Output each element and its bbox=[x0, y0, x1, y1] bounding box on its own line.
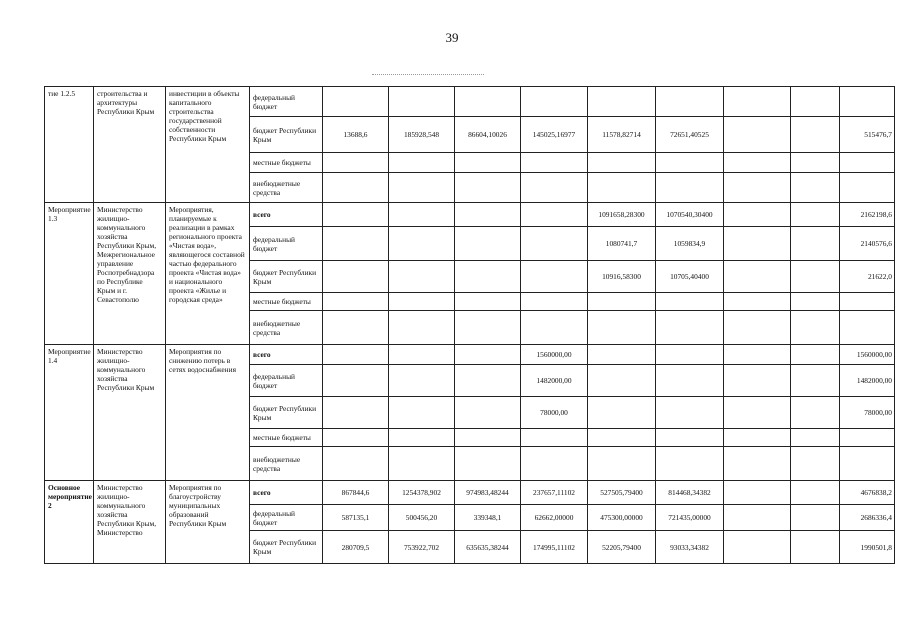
amount-cell bbox=[724, 293, 791, 311]
funding-source: внебюджетные средства bbox=[250, 173, 323, 203]
amount-cell bbox=[389, 227, 455, 261]
amount-cell bbox=[455, 173, 521, 203]
amount-cell bbox=[791, 447, 840, 481]
amount-cell: 52205,79400 bbox=[588, 531, 656, 564]
amount-cell bbox=[724, 117, 791, 153]
event-executor: Министерство жилищно-коммунального хозяйства Республики Крым, Министерство bbox=[94, 481, 166, 564]
total-cell: 2686336,4 bbox=[840, 505, 895, 531]
amount-cell bbox=[323, 365, 389, 397]
amount-cell bbox=[521, 227, 588, 261]
total-cell bbox=[840, 311, 895, 345]
amount-cell bbox=[389, 261, 455, 293]
amount-cell bbox=[521, 261, 588, 293]
amount-cell bbox=[588, 397, 656, 429]
amount-cell bbox=[455, 153, 521, 173]
amount-cell bbox=[389, 345, 455, 365]
amount-cell bbox=[791, 293, 840, 311]
total-cell bbox=[840, 447, 895, 481]
amount-cell bbox=[389, 173, 455, 203]
amount-cell bbox=[389, 397, 455, 429]
amount-cell bbox=[389, 447, 455, 481]
amount-cell bbox=[791, 173, 840, 203]
amount-cell bbox=[521, 293, 588, 311]
amount-cell bbox=[588, 447, 656, 481]
funding-source: внебюджетные средства bbox=[250, 447, 323, 481]
header-divider bbox=[372, 74, 484, 75]
amount-cell: 13688,6 bbox=[323, 117, 389, 153]
amount-cell bbox=[724, 447, 791, 481]
event-name: Мероприятия, планируемые к реализации в рамках регионального проекта «Чистая вода», являющегося составной частью федерального проекта «Чистая вода» и национального проекта «Жилье и городская среда» bbox=[166, 203, 250, 345]
amount-cell bbox=[521, 173, 588, 203]
amount-cell bbox=[791, 365, 840, 397]
funding-source: бюджет Республики Крым bbox=[250, 117, 323, 153]
amount-cell bbox=[724, 153, 791, 173]
amount-cell bbox=[724, 505, 791, 531]
amount-cell: 86604,10026 bbox=[455, 117, 521, 153]
amount-cell bbox=[588, 429, 656, 447]
amount-cell: 339348,1 bbox=[455, 505, 521, 531]
amount-cell: 1080741,7 bbox=[588, 227, 656, 261]
total-cell: 21622,0 bbox=[840, 261, 895, 293]
amount-cell bbox=[656, 429, 724, 447]
amount-cell: 1560000,00 bbox=[521, 345, 588, 365]
amount-cell bbox=[521, 87, 588, 117]
table-row bbox=[45, 345, 895, 365]
amount-cell: 475300,00000 bbox=[588, 505, 656, 531]
amount-cell bbox=[656, 311, 724, 345]
amount-cell bbox=[455, 261, 521, 293]
amount-cell bbox=[724, 365, 791, 397]
amount-cell bbox=[791, 429, 840, 447]
amount-cell bbox=[323, 203, 389, 227]
funding-source: бюджет Республики Крым bbox=[250, 397, 323, 429]
amount-cell bbox=[791, 87, 840, 117]
amount-cell bbox=[656, 293, 724, 311]
amount-cell bbox=[389, 87, 455, 117]
total-cell bbox=[840, 173, 895, 203]
amount-cell bbox=[724, 429, 791, 447]
amount-cell bbox=[389, 203, 455, 227]
amount-cell bbox=[455, 397, 521, 429]
amount-cell: 145025,16977 bbox=[521, 117, 588, 153]
funding-source: местные бюджеты bbox=[250, 293, 323, 311]
amount-cell: 721435,00000 bbox=[656, 505, 724, 531]
table-row bbox=[45, 203, 895, 227]
amount-cell: 1059834,9 bbox=[656, 227, 724, 261]
amount-cell bbox=[724, 173, 791, 203]
amount-cell: 11578,82714 bbox=[588, 117, 656, 153]
funding-source: всего bbox=[250, 481, 323, 505]
amount-cell: 867844,6 bbox=[323, 481, 389, 505]
event-code: Основное мероприятие 2 bbox=[45, 481, 94, 564]
amount-cell: 635635,38244 bbox=[455, 531, 521, 564]
amount-cell: 10916,58300 bbox=[588, 261, 656, 293]
event-name: Мероприятия по благоустройству муниципальных образований Республики Крым bbox=[166, 481, 250, 564]
funding-source: федеральный бюджет bbox=[250, 227, 323, 261]
amount-cell bbox=[455, 345, 521, 365]
amount-cell: 587135,1 bbox=[323, 505, 389, 531]
amount-cell bbox=[791, 481, 840, 505]
amount-cell: 237657,11102 bbox=[521, 481, 588, 505]
amount-cell bbox=[656, 447, 724, 481]
amount-cell bbox=[521, 429, 588, 447]
amount-cell bbox=[455, 311, 521, 345]
amount-cell: 93033,34382 bbox=[656, 531, 724, 564]
event-name: Мероприятия по снижению потерь в сетях водоснабжения bbox=[166, 345, 250, 481]
funding-source: федеральный бюджет bbox=[250, 87, 323, 117]
amount-cell bbox=[389, 311, 455, 345]
funding-source: местные бюджеты bbox=[250, 153, 323, 173]
amount-cell: 10705,40400 bbox=[656, 261, 724, 293]
amount-cell bbox=[724, 87, 791, 117]
amount-cell: 280709,5 bbox=[323, 531, 389, 564]
amount-cell bbox=[791, 153, 840, 173]
amount-cell bbox=[389, 429, 455, 447]
amount-cell bbox=[791, 345, 840, 365]
amount-cell bbox=[455, 293, 521, 311]
amount-cell bbox=[323, 153, 389, 173]
total-cell: 78000,00 bbox=[840, 397, 895, 429]
amount-cell bbox=[656, 365, 724, 397]
amount-cell bbox=[323, 227, 389, 261]
funding-source: всего bbox=[250, 345, 323, 365]
event-code: Мероприятие 1.3 bbox=[45, 203, 94, 345]
amount-cell bbox=[656, 173, 724, 203]
amount-cell bbox=[323, 311, 389, 345]
event-code: тие 1.2.5 bbox=[45, 87, 94, 203]
page-number: 39 bbox=[445, 30, 459, 45]
amount-cell bbox=[724, 481, 791, 505]
total-cell: 2140576,6 bbox=[840, 227, 895, 261]
event-executor: строительства и архитектуры Республики Крым bbox=[94, 87, 166, 203]
funding-source: бюджет Республики Крым bbox=[250, 531, 323, 564]
total-cell bbox=[840, 429, 895, 447]
amount-cell bbox=[521, 203, 588, 227]
amount-cell bbox=[588, 365, 656, 397]
amount-cell bbox=[588, 87, 656, 117]
amount-cell bbox=[389, 293, 455, 311]
funding-source: местные бюджеты bbox=[250, 429, 323, 447]
funding-source: бюджет Республики Крым bbox=[250, 261, 323, 293]
amount-cell bbox=[656, 87, 724, 117]
amount-cell bbox=[323, 293, 389, 311]
amount-cell bbox=[455, 227, 521, 261]
amount-cell bbox=[455, 429, 521, 447]
amount-cell: 1091658,28300 bbox=[588, 203, 656, 227]
amount-cell: 974983,48244 bbox=[455, 481, 521, 505]
funding-source: внебюджетные средства bbox=[250, 311, 323, 345]
amount-cell bbox=[724, 261, 791, 293]
amount-cell bbox=[724, 227, 791, 261]
amount-cell bbox=[521, 153, 588, 173]
amount-cell bbox=[323, 173, 389, 203]
amount-cell bbox=[588, 173, 656, 203]
total-cell: 1560000,00 bbox=[840, 345, 895, 365]
event-executor: Министерство жилищно-коммунального хозяйства Республики Крым bbox=[94, 345, 166, 481]
table-row bbox=[45, 87, 895, 117]
amount-cell bbox=[724, 531, 791, 564]
amount-cell bbox=[323, 429, 389, 447]
amount-cell bbox=[323, 345, 389, 365]
amount-cell: 500456,20 bbox=[389, 505, 455, 531]
amount-cell bbox=[323, 87, 389, 117]
amount-cell bbox=[323, 397, 389, 429]
amount-cell bbox=[455, 203, 521, 227]
total-cell bbox=[840, 153, 895, 173]
amount-cell: 1254378,902 bbox=[389, 481, 455, 505]
amount-cell: 72651,40525 bbox=[656, 117, 724, 153]
amount-cell bbox=[323, 447, 389, 481]
amount-cell bbox=[588, 293, 656, 311]
amount-cell bbox=[724, 311, 791, 345]
total-cell bbox=[840, 293, 895, 311]
event-executor: Министерство жилищно-коммунального хозяйства Республики Крым, Межрегиональное управление Роспотребнадзора по Республике Крым и г. Севастополю bbox=[94, 203, 166, 345]
funding-table bbox=[44, 86, 895, 564]
amount-cell bbox=[791, 311, 840, 345]
funding-source: федеральный бюджет bbox=[250, 505, 323, 531]
total-cell: 2162198,6 bbox=[840, 203, 895, 227]
amount-cell bbox=[521, 447, 588, 481]
amount-cell bbox=[791, 117, 840, 153]
amount-cell bbox=[791, 505, 840, 531]
total-cell: 515476,7 bbox=[840, 117, 895, 153]
amount-cell: 62662,00000 bbox=[521, 505, 588, 531]
event-name: инвестиции в объекты капитального строительства государственной собственности Республики Крым bbox=[166, 87, 250, 203]
amount-cell bbox=[791, 397, 840, 429]
amount-cell: 1482000,00 bbox=[521, 365, 588, 397]
amount-cell bbox=[724, 345, 791, 365]
funding-source: всего bbox=[250, 203, 323, 227]
amount-cell: 527505,79400 bbox=[588, 481, 656, 505]
amount-cell bbox=[588, 311, 656, 345]
amount-cell bbox=[656, 397, 724, 429]
funding-source: федеральный бюджет bbox=[250, 365, 323, 397]
total-cell: 4676838,2 bbox=[840, 481, 895, 505]
amount-cell bbox=[588, 153, 656, 173]
amount-cell bbox=[455, 87, 521, 117]
amount-cell bbox=[791, 531, 840, 564]
amount-cell bbox=[455, 365, 521, 397]
total-cell: 1990501,8 bbox=[840, 531, 895, 564]
amount-cell bbox=[389, 365, 455, 397]
amount-cell bbox=[791, 203, 840, 227]
amount-cell bbox=[791, 261, 840, 293]
amount-cell: 1070540,30400 bbox=[656, 203, 724, 227]
amount-cell: 78000,00 bbox=[521, 397, 588, 429]
amount-cell: 814468,34382 bbox=[656, 481, 724, 505]
amount-cell bbox=[656, 345, 724, 365]
total-cell: 1482000,00 bbox=[840, 365, 895, 397]
amount-cell bbox=[656, 153, 724, 173]
total-cell bbox=[840, 87, 895, 117]
amount-cell: 174995,11102 bbox=[521, 531, 588, 564]
amount-cell bbox=[724, 397, 791, 429]
table-row bbox=[45, 481, 895, 505]
amount-cell bbox=[455, 447, 521, 481]
event-code: Мероприятие 1.4 bbox=[45, 345, 94, 481]
amount-cell bbox=[724, 203, 791, 227]
amount-cell bbox=[323, 261, 389, 293]
amount-cell bbox=[791, 227, 840, 261]
amount-cell bbox=[588, 345, 656, 365]
amount-cell bbox=[389, 153, 455, 173]
amount-cell: 185928,548 bbox=[389, 117, 455, 153]
amount-cell: 753922,702 bbox=[389, 531, 455, 564]
amount-cell bbox=[521, 311, 588, 345]
